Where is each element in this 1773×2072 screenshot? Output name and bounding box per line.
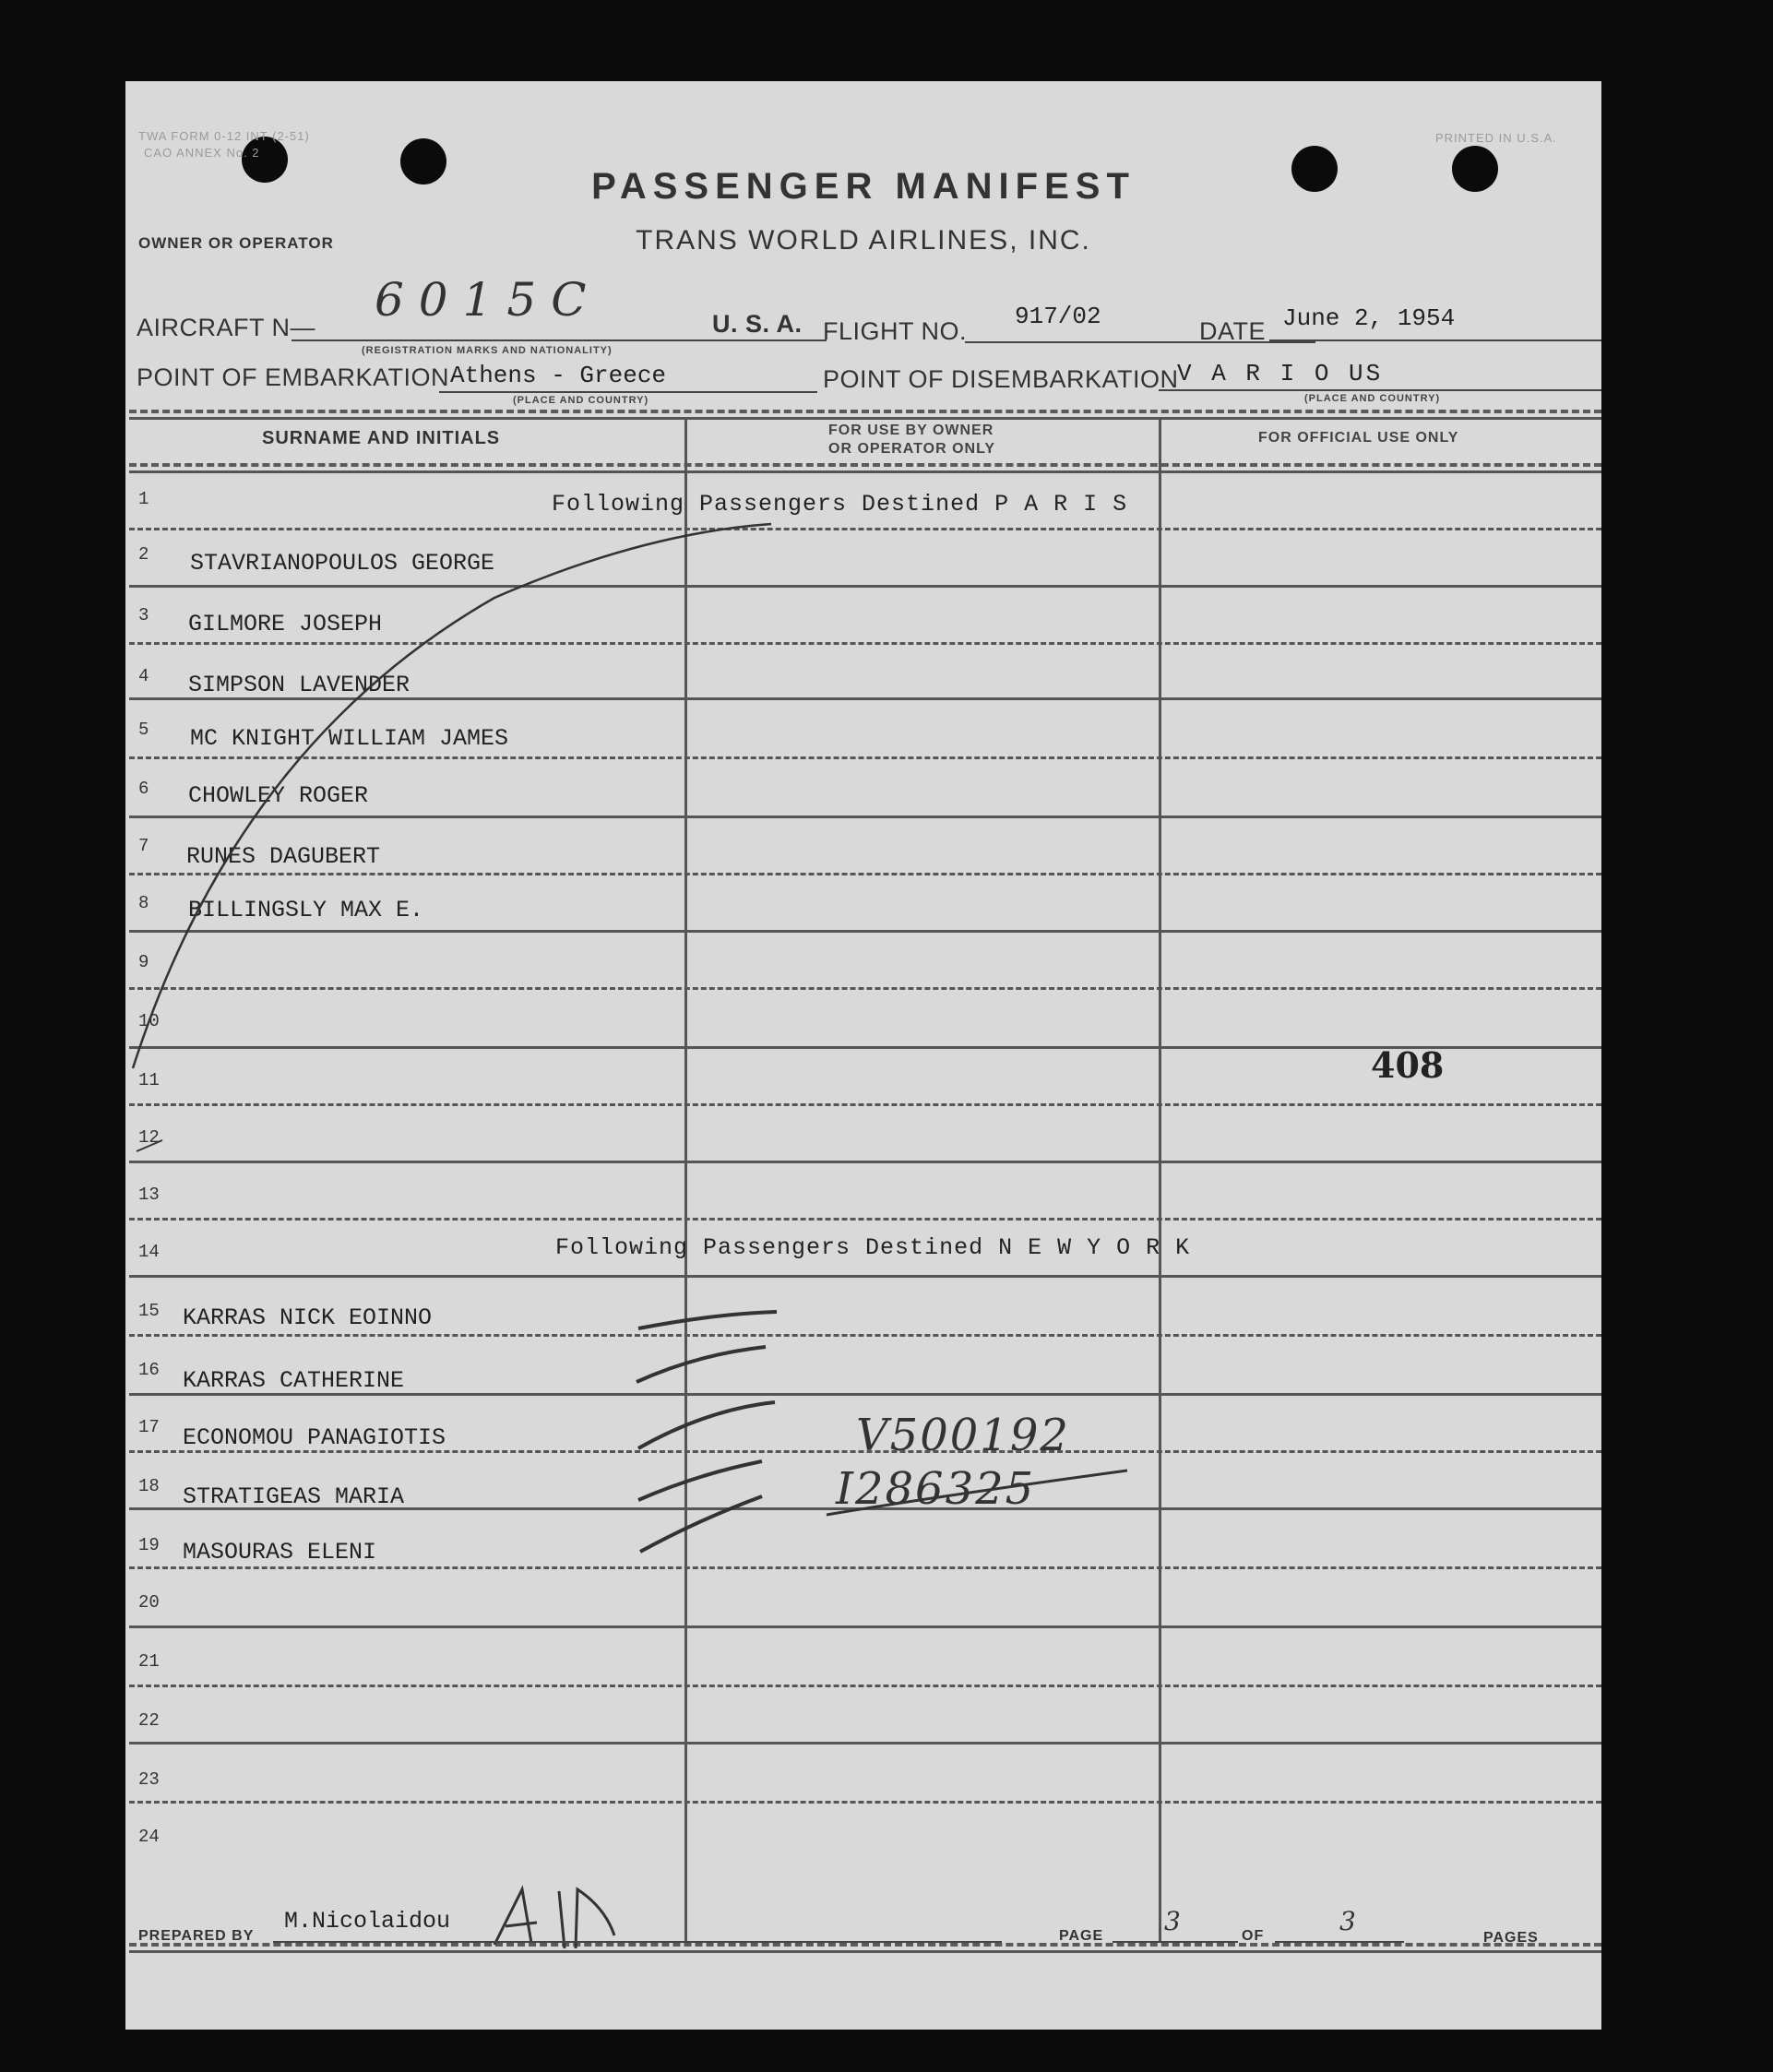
row-number: 22 [138,1710,160,1731]
printed-in: PRINTED IN U.S.A. [1435,131,1557,145]
row-number: 23 [138,1769,160,1790]
row-number: 7 [138,836,149,856]
column-header-owner-1: FOR USE BY OWNER [828,423,994,438]
column-header-surname: SURNAME AND INITIALS [262,428,501,448]
row-number: 2 [138,544,149,565]
row-number: 14 [138,1242,160,1262]
document-number: V500192 [856,1410,1070,1461]
passenger-name: MC KNIGHT WILLIAM JAMES [190,725,509,752]
row-line [129,1161,1601,1163]
row-line [129,1103,1601,1106]
check-mark [638,1461,762,1500]
embarkation-line [439,391,817,393]
row-line [129,1566,1601,1569]
header-divider [129,410,1601,413]
row-number: 21 [138,1651,160,1672]
passenger-name: SIMPSON LAVENDER [188,672,411,698]
row-number: 19 [138,1535,160,1555]
disembarkation-label: POINT OF DISEMBARKATION [823,365,1179,393]
row-line [129,1801,1601,1804]
prepared-by-value: M.Nicolaidou [284,1908,451,1935]
airline-name: TRANS WORLD AIRLINES, INC. [636,225,1091,256]
row-line [129,987,1601,990]
row-number: 20 [138,1592,160,1613]
passenger-name: ECONOMOU PANAGIOTIS [183,1424,446,1451]
embarkation-label: POINT OF EMBARKATION [137,363,450,391]
row-line [129,1334,1601,1337]
of-label: OF [1242,1928,1265,1944]
row-number: 9 [138,952,149,972]
row-line [129,930,1601,933]
place-country-note-2: (PLACE AND COUNTRY) [1304,393,1441,404]
destination-heading: Following Passengers Destined P A R I S [552,491,1128,518]
registration-note: (REGISTRATION MARKS AND NATIONALITY) [362,345,613,356]
row-line [129,756,1601,759]
initials-scribble [494,1889,614,1948]
header-divider [129,417,1601,420]
row-number: 1 [138,489,149,509]
page-title: PASSENGER MANIFEST [591,166,1136,207]
prepared-by-line [273,1941,1002,1943]
row-line [129,1625,1601,1628]
page-value: 3 [1164,1906,1181,1936]
document-number: I286325 [836,1463,1036,1515]
column-separator [684,419,687,1943]
row-number: 15 [138,1301,160,1321]
header-bottom-line [129,463,1601,467]
row-number: 24 [138,1827,160,1847]
pages-label: PAGES [1483,1930,1539,1946]
row-line [129,642,1601,645]
row-line [129,1507,1601,1510]
row-number: 5 [138,720,149,740]
row-number: 11 [138,1070,160,1090]
aircraft-value: 6015C [375,273,601,327]
row-line [129,1450,1601,1453]
header-bottom-line [129,470,1601,473]
check-mark [638,1312,777,1328]
passenger-name: KARRAS NICK EOINNO [183,1304,433,1331]
flight-value: 917/02 [1015,303,1101,330]
place-country-note: (PLACE AND COUNTRY) [513,395,649,406]
aircraft-label: AIRCRAFT N— [137,314,316,341]
usa-label: U. S. A. [712,310,803,338]
disembarkation-value: V A R I O US [1177,360,1384,387]
check-mark [637,1347,766,1382]
table-bottom-line [129,1943,1601,1947]
row-line [129,1275,1601,1278]
destination-heading: Following Passengers Destined N E W Y O R K [555,1234,1191,1261]
official-stamp: 408 [1371,1044,1445,1086]
date-value: June 2, 1954 [1282,304,1456,332]
row-line [129,528,1601,530]
form-annex: CAO ANNEX No. 2 [144,146,260,160]
passenger-name: CHOWLEY ROGER [188,782,369,809]
table-bottom-line [129,1950,1601,1953]
row-line [129,697,1601,700]
column-header-official: FOR OFFICIAL USE ONLY [1258,430,1459,446]
row-number: 10 [138,1011,160,1031]
passenger-name: GILMORE JOSEPH [188,611,383,637]
manifest-page [125,81,1601,2030]
date-label: DATE [1199,317,1267,345]
page-label: PAGE [1059,1928,1104,1944]
owner-operator-label: OWNER OR OPERATOR [138,234,334,252]
page-line [1113,1941,1238,1943]
flight-label: FLIGHT NO. [823,317,968,345]
passenger-name: STAVRIANOPOULOS GEORGE [190,550,495,577]
row-line [129,873,1601,875]
column-separator [1159,419,1161,1943]
column-header-owner-2: OR OPERATOR ONLY [828,441,996,457]
passenger-name: BILLINGSLY MAX E. [188,897,424,923]
row-number: 4 [138,666,149,686]
passenger-name: KARRAS CATHERINE [183,1367,405,1394]
row-number: 3 [138,605,149,625]
row-line [129,1742,1601,1745]
row-line [129,816,1601,818]
row-number: 17 [138,1417,160,1437]
passenger-name: STRATIGEAS MARIA [183,1483,405,1510]
row-number: 18 [138,1476,160,1496]
passenger-name: MASOURAS ELENI [183,1539,377,1566]
row-number: 6 [138,779,149,799]
check-mark [638,1402,775,1448]
of-value: 3 [1339,1906,1356,1936]
row-line [129,585,1601,588]
row-number: 8 [138,893,149,913]
disembarkation-line [1159,389,1601,391]
row-number: 13 [138,1185,160,1205]
date-line [1269,339,1601,341]
aircraft-line [292,339,827,341]
row-line [129,1685,1601,1687]
row-line [129,1393,1601,1396]
embarkation-value: Athens - Greece [450,362,667,389]
form-code: TWA FORM 0-12 INT (2-51) [138,129,310,143]
of-line [1275,1941,1404,1943]
prepared-by-label: PREPARED BY [138,1928,255,1944]
row-line [129,1218,1601,1221]
row-number: 16 [138,1360,160,1380]
passenger-name: RUNES DAGUBERT [186,843,381,870]
check-mark [640,1496,762,1552]
row-number: 12 [138,1127,160,1148]
